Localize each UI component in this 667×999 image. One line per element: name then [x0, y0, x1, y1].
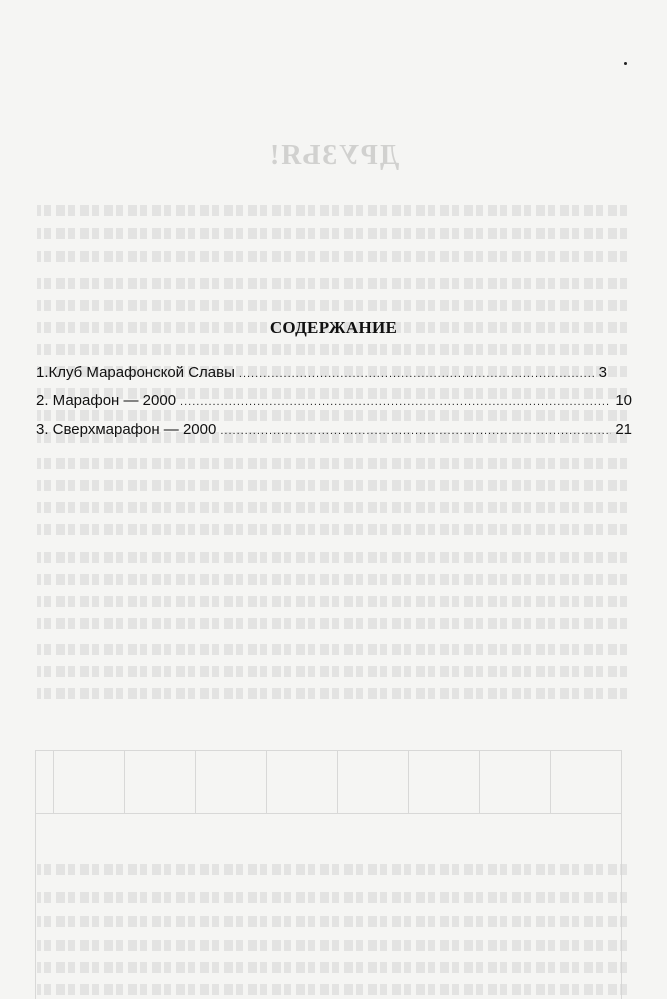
speck-mark — [624, 62, 627, 65]
toc-entry — [36, 421, 632, 438]
toc-entry-page: 10 — [615, 392, 632, 409]
dot-leader — [239, 368, 595, 380]
bleed-through-background: ДРУЗЬЯ! — [0, 0, 667, 999]
dot-leader — [220, 425, 611, 437]
toc-entry-page: 3 — [598, 364, 607, 381]
toc-entry-label: 1.Клуб Марафонской Славы — [36, 364, 235, 381]
toc-entry-page: 21 — [615, 421, 632, 438]
toc-entry-label: 3. Сверхмарафон — 2000 — [36, 421, 217, 438]
toc-entry-label: 2. Марафон — 2000 — [36, 392, 177, 409]
toc-title: СОДЕРЖАНИЕ — [269, 318, 398, 337]
toc-entry — [36, 364, 607, 381]
dot-leader — [180, 396, 611, 408]
toc-entry — [36, 392, 632, 409]
